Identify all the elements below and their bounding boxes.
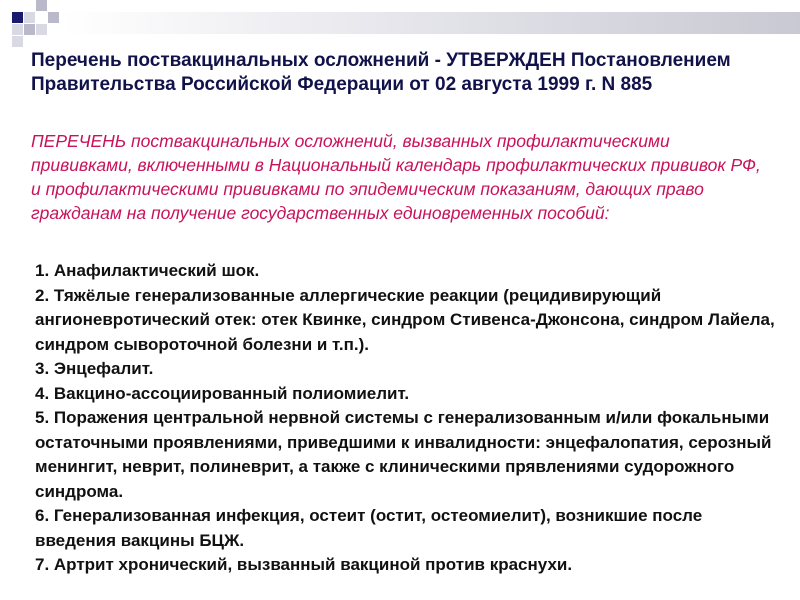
list-item: 1. Анафилактический шок.	[35, 261, 260, 280]
list-item: 3. Энцефалит.	[35, 359, 154, 378]
decorative-checker-squares	[0, 0, 60, 50]
list-item: 2. Тяжёлые генерализованные аллергические реакции (рецидивирующий ангионевротический отек: отек Квинке, синдром Стивенса-Джонсона, синдром Лайела, синдром сывороточной болезни и т.п.).	[35, 285, 775, 354]
slide-title: Перечень поствакцинальных осложнений - УТВЕРЖДЕН Постановлением Правительства Российской Федерации от 02 августа 1999 г. N 885	[31, 50, 731, 95]
header-gradient-bar	[62, 12, 800, 34]
list-item: 5. Поражения центральной нервной системы с генерализованным и/или фокальными остаточными проявлениями, приведшими к инвалидности: энцефалопатия, серозный менингит, неврит, полиневрит, а также с клиническими прявлениями судорожного синдрома.	[35, 408, 772, 501]
complications-list	[35, 259, 780, 578]
list-item: 6. Генерализованная инфекция, остеит (остит, остеомиелит), возникшие после введения вакцины БЦЖ.	[35, 506, 703, 550]
slide-subtitle: ПЕРЕЧЕНЬ поствакцинальных осложнений, вызванных профилактическими прививками, включенными в Национальный календарь профилактических прививок РФ, и профилактическими прививками по эпидемическим показаниям, дающих право гражданам на получение государственных единовременных пособий:	[31, 131, 761, 223]
list-item: 7. Артрит хронический, вызванный вакциной против краснухи.	[35, 555, 573, 574]
list-item: 4. Вакцино-ассоциированный полиомиелит.	[35, 383, 410, 403]
